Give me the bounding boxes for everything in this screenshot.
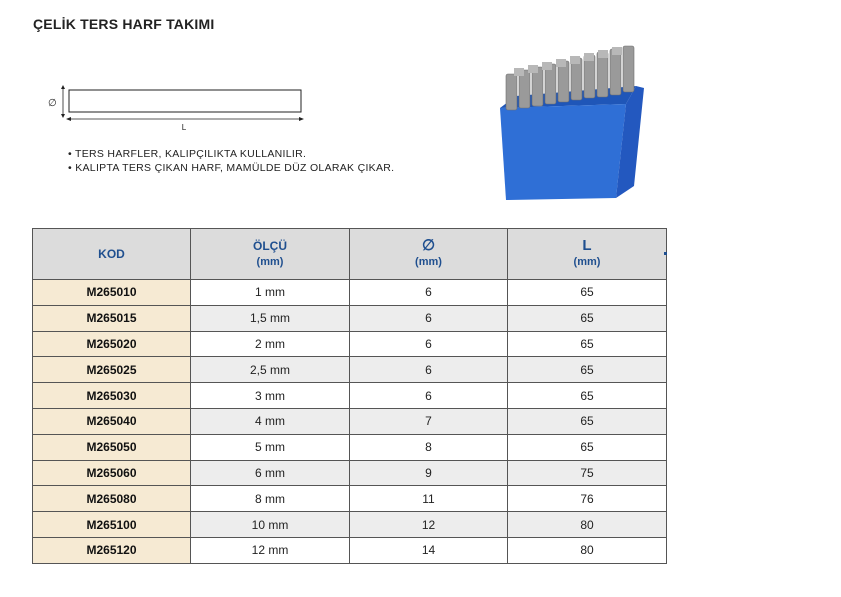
- cell-length: 65: [508, 280, 667, 306]
- cell-olcu: 3 mm: [191, 383, 350, 409]
- edge-marker: [664, 252, 667, 255]
- cell-olcu: 8 mm: [191, 486, 350, 512]
- cell-diameter: 7: [350, 408, 508, 434]
- table-row: [33, 383, 667, 409]
- cell-length: 65: [508, 383, 667, 409]
- length-label: L: [181, 123, 187, 132]
- cell-diameter: 6: [350, 357, 508, 383]
- dimension-diagram: [44, 84, 314, 134]
- cell-olcu: 1,5 mm: [191, 305, 350, 331]
- cell-length: 65: [508, 434, 667, 460]
- cell-kod: M265010: [33, 280, 191, 306]
- table-row: [33, 280, 667, 306]
- cell-kod: M265050: [33, 434, 191, 460]
- header-olcu: ÖLÇÜ (mm): [191, 229, 350, 280]
- cell-kod: M265025: [33, 357, 191, 383]
- cell-kod: M265040: [33, 408, 191, 434]
- cell-kod: M265015: [33, 305, 191, 331]
- cell-diameter: 6: [350, 305, 508, 331]
- table-row: [33, 434, 667, 460]
- cell-olcu: 1 mm: [191, 280, 350, 306]
- cell-length: 76: [508, 486, 667, 512]
- cell-length: 75: [508, 460, 667, 486]
- cell-olcu: 6 mm: [191, 460, 350, 486]
- page-title: ÇELİK TERS HARF TAKIMI: [33, 16, 215, 32]
- cell-kod: M265080: [33, 486, 191, 512]
- header-length: L (mm): [508, 229, 667, 280]
- note-2: • KALIPTA TERS ÇIKAN HARF, MAMÜLDE DÜZ OLARAK ÇIKAR.: [68, 161, 394, 175]
- cell-olcu: 12 mm: [191, 537, 350, 563]
- cell-kod: M265020: [33, 331, 191, 357]
- cell-length: 80: [508, 512, 667, 538]
- table-row: [33, 486, 667, 512]
- cell-diameter: 6: [350, 331, 508, 357]
- cell-length: 80: [508, 537, 667, 563]
- product-image: [486, 36, 652, 204]
- cell-kod: M265060: [33, 460, 191, 486]
- cell-olcu: 4 mm: [191, 408, 350, 434]
- cell-kod: M265030: [33, 383, 191, 409]
- cell-diameter: 6: [350, 383, 508, 409]
- cell-diameter: 9: [350, 460, 508, 486]
- cell-olcu: 10 mm: [191, 512, 350, 538]
- table-row: [33, 357, 667, 383]
- note-1: • TERS HARFLER, KALIPÇILIKTA KULLANILIR.: [68, 147, 394, 161]
- cell-olcu: 2,5 mm: [191, 357, 350, 383]
- table-row: [33, 537, 667, 563]
- table-row: [33, 512, 667, 538]
- diameter-symbol: ∅: [48, 98, 57, 109]
- specification-table: [32, 228, 667, 564]
- table-header-row: [33, 229, 667, 280]
- cell-length: 65: [508, 357, 667, 383]
- notes-list: [68, 147, 394, 175]
- diameter-icon: ∅: [421, 237, 436, 254]
- cell-length: 65: [508, 305, 667, 331]
- cell-length: 65: [508, 331, 667, 357]
- cell-length: 65: [508, 408, 667, 434]
- cell-kod: M265120: [33, 537, 191, 563]
- header-diameter: ∅ (mm): [350, 229, 508, 280]
- table-row: [33, 305, 667, 331]
- table-row: [33, 331, 667, 357]
- cell-olcu: 2 mm: [191, 331, 350, 357]
- cell-diameter: 8: [350, 434, 508, 460]
- cell-diameter: 11: [350, 486, 508, 512]
- table-row: [33, 408, 667, 434]
- table-row: [33, 460, 667, 486]
- cell-diameter: 14: [350, 537, 508, 563]
- cell-diameter: 12: [350, 512, 508, 538]
- cell-kod: M265100: [33, 512, 191, 538]
- cell-diameter: 6: [350, 280, 508, 306]
- cell-olcu: 5 mm: [191, 434, 350, 460]
- header-kod: KOD: [33, 229, 191, 280]
